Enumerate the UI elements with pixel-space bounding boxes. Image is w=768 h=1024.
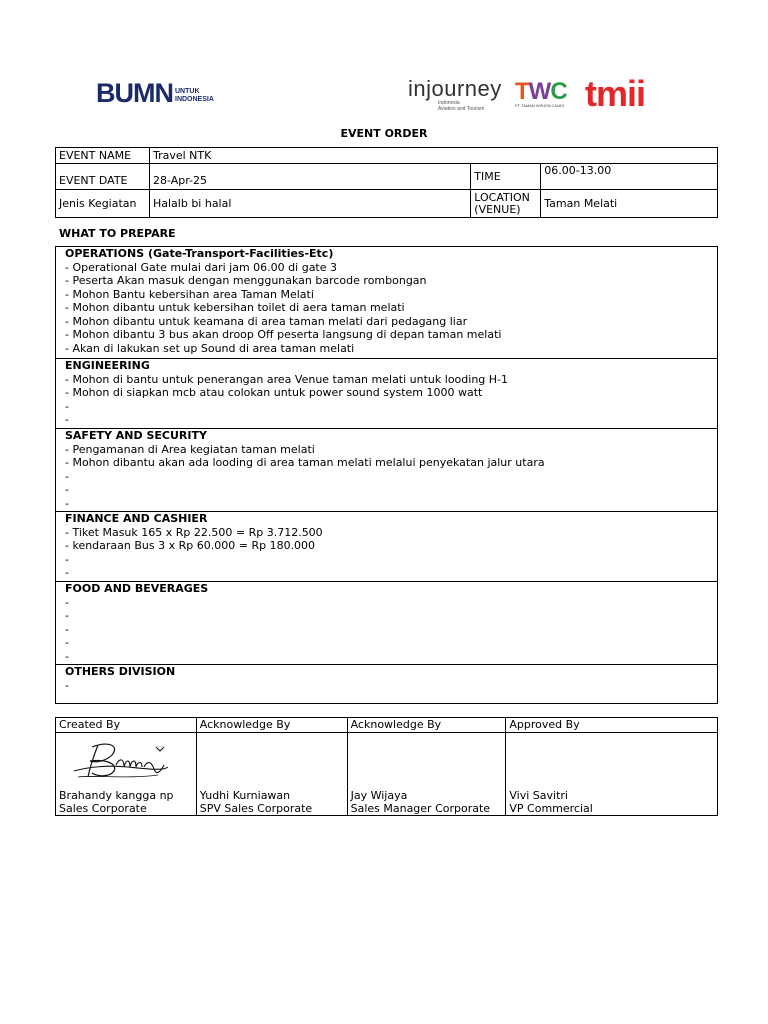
section-item: - [65,496,69,510]
section-item: - [65,552,69,566]
section-finance-cashier [56,511,717,581]
bumn-sub-line1: UNTUK [175,88,200,95]
section-item: - Operational Gate mulai dari jam 06.00 di gate 3 [65,260,338,274]
signer-position: Sales Corporate [59,802,147,815]
section-title: OPERATIONS (Gate-Transport-Facilities-Etc) [65,247,334,260]
signer-name: Jay Wijaya [350,789,408,802]
section-item: - [65,595,69,609]
signature-cell-approved [506,733,718,816]
section-item: - [65,413,69,427]
activity-row [56,190,718,218]
signer-position: VP Commercial [509,802,593,815]
bumn-logo [96,78,214,108]
injourney-logo [408,78,512,114]
location-value: Taman Melati [541,190,718,218]
twc-logo-c: C [550,78,567,105]
signer-block [509,789,592,815]
section-item: - Mohon di bantu untuk penerangan area Venue taman melati untuk looding H-1 [65,372,509,386]
section-item: - Peserta Akan masuk dengan menggunakan barcode rombongan [65,274,427,288]
activity-value: Halalb bi halal [149,190,470,218]
twc-logo-w: W [528,78,551,105]
bumn-logo-word [96,78,173,108]
section-item: - [65,636,69,650]
location-label [471,190,541,218]
event-name-row [56,148,718,164]
bumn-logo-subtitle [175,88,214,104]
bumn-sub-line2: INDONESIA [175,96,214,103]
signature-header-row [56,718,718,733]
signer-name: Vivi Savitri [509,789,568,802]
signer-position: SPV Sales Corporate [199,802,313,815]
section-food-beverages [56,581,717,664]
event-date-value: 28-Apr-25 [149,164,470,190]
injourney-logo-text: injourney [408,76,502,101]
signature-role: Acknowledge By [347,718,506,733]
twc-logo [515,80,575,112]
tmii-logo: tmii [585,73,646,114]
section-engineering [56,358,717,428]
section-item: - Mohon dibantu untuk keamana di area taman melati dari pedagang liar [65,314,468,328]
event-info-table [55,147,718,218]
time-value: 06.00-13.00 [541,164,718,190]
section-item: - Mohon dibantu 3 bus akan droop Off peserta langsung di depan taman melati [65,328,502,342]
section-title: SAFETY AND SECURITY [65,429,207,442]
document-title: EVENT ORDER [340,127,428,140]
section-item: - Mohon Bantu kebersihan area Taman Melati [65,287,314,301]
event-name-value: Travel NTK [149,148,717,164]
section-item: - [65,399,69,413]
time-label: TIME [471,164,541,190]
preparation-box [55,246,718,704]
event-date-label: EVENT DATE [56,164,150,190]
section-item: - [65,609,69,623]
signature-role: Created By [56,718,197,733]
signature-cell-ack-2 [347,733,506,816]
what-to-prepare-heading: WHAT TO PREPARE [59,227,176,240]
section-item: - Mohon dibantu untuk kebersihan toilet di aera taman melati [65,301,405,315]
signer-name: Yudhi Kurniawan [199,789,291,802]
section-title: FINANCE AND CASHIER [65,512,208,525]
section-item: - Tiket Masuk 165 x Rp 22.500 = Rp 3.712.500 [65,525,323,539]
section-item: - [65,678,69,692]
location-label-line2: (VENUE) [474,202,521,216]
bumn-logo-text: BUMN [96,78,173,108]
section-item: - kendaraan Bus 3 x Rp 60.000 = Rp 180.000 [65,539,316,553]
signature-cell-created [56,733,197,816]
section-item: - Pengamanan di Area kegiatan taman melati [65,442,315,456]
section-item: - [65,622,69,636]
twc-logo-word [515,80,575,104]
section-safety-security [56,428,717,511]
section-operations [56,247,717,358]
twc-logo-subtitle: PT TAMAN WISATA CANDI [515,103,564,108]
activity-label: Jenis Kegiatan [56,190,150,218]
signature-role: Approved By [506,718,718,733]
signer-position: Sales Manager Corporate [350,802,491,815]
signature-table [55,717,718,816]
section-item: - Mohon di siapkan mcb atau colokan untuk power sound system 1000 watt [65,386,483,400]
signer-block [59,789,174,815]
signature-body-row [56,733,718,816]
section-item: - [65,469,69,483]
section-item: - [65,483,69,497]
section-others-division [56,664,717,702]
handwritten-signature [68,737,178,785]
twc-logo-t: T [515,78,529,105]
signer-block [200,789,312,815]
injourney-sub-line2: Aviation and Tourism [438,106,485,112]
section-item: - [65,566,69,580]
event-date-row [56,164,718,190]
signature-role: Acknowledge By [196,718,347,733]
section-title: OTHERS DIVISION [65,665,176,678]
section-item: - [65,649,69,663]
section-item: - Mohon dibantu akan ada looding di area taman melati melalui penyekatan jalur utara [65,456,545,470]
section-item: - Akan di lakukan set up Sound di area taman melati [65,342,355,356]
signer-block [351,789,490,815]
injourney-sub-line1: Indonesia [438,100,460,106]
signature-cell-ack-1 [196,733,347,816]
section-title: ENGINEERING [65,359,150,372]
signer-name: Brahandy kangga np [59,789,174,802]
location-label-line1: LOCATION [474,190,530,204]
section-title: FOOD AND BEVERAGES [65,582,209,595]
event-name-label: EVENT NAME [56,148,150,164]
